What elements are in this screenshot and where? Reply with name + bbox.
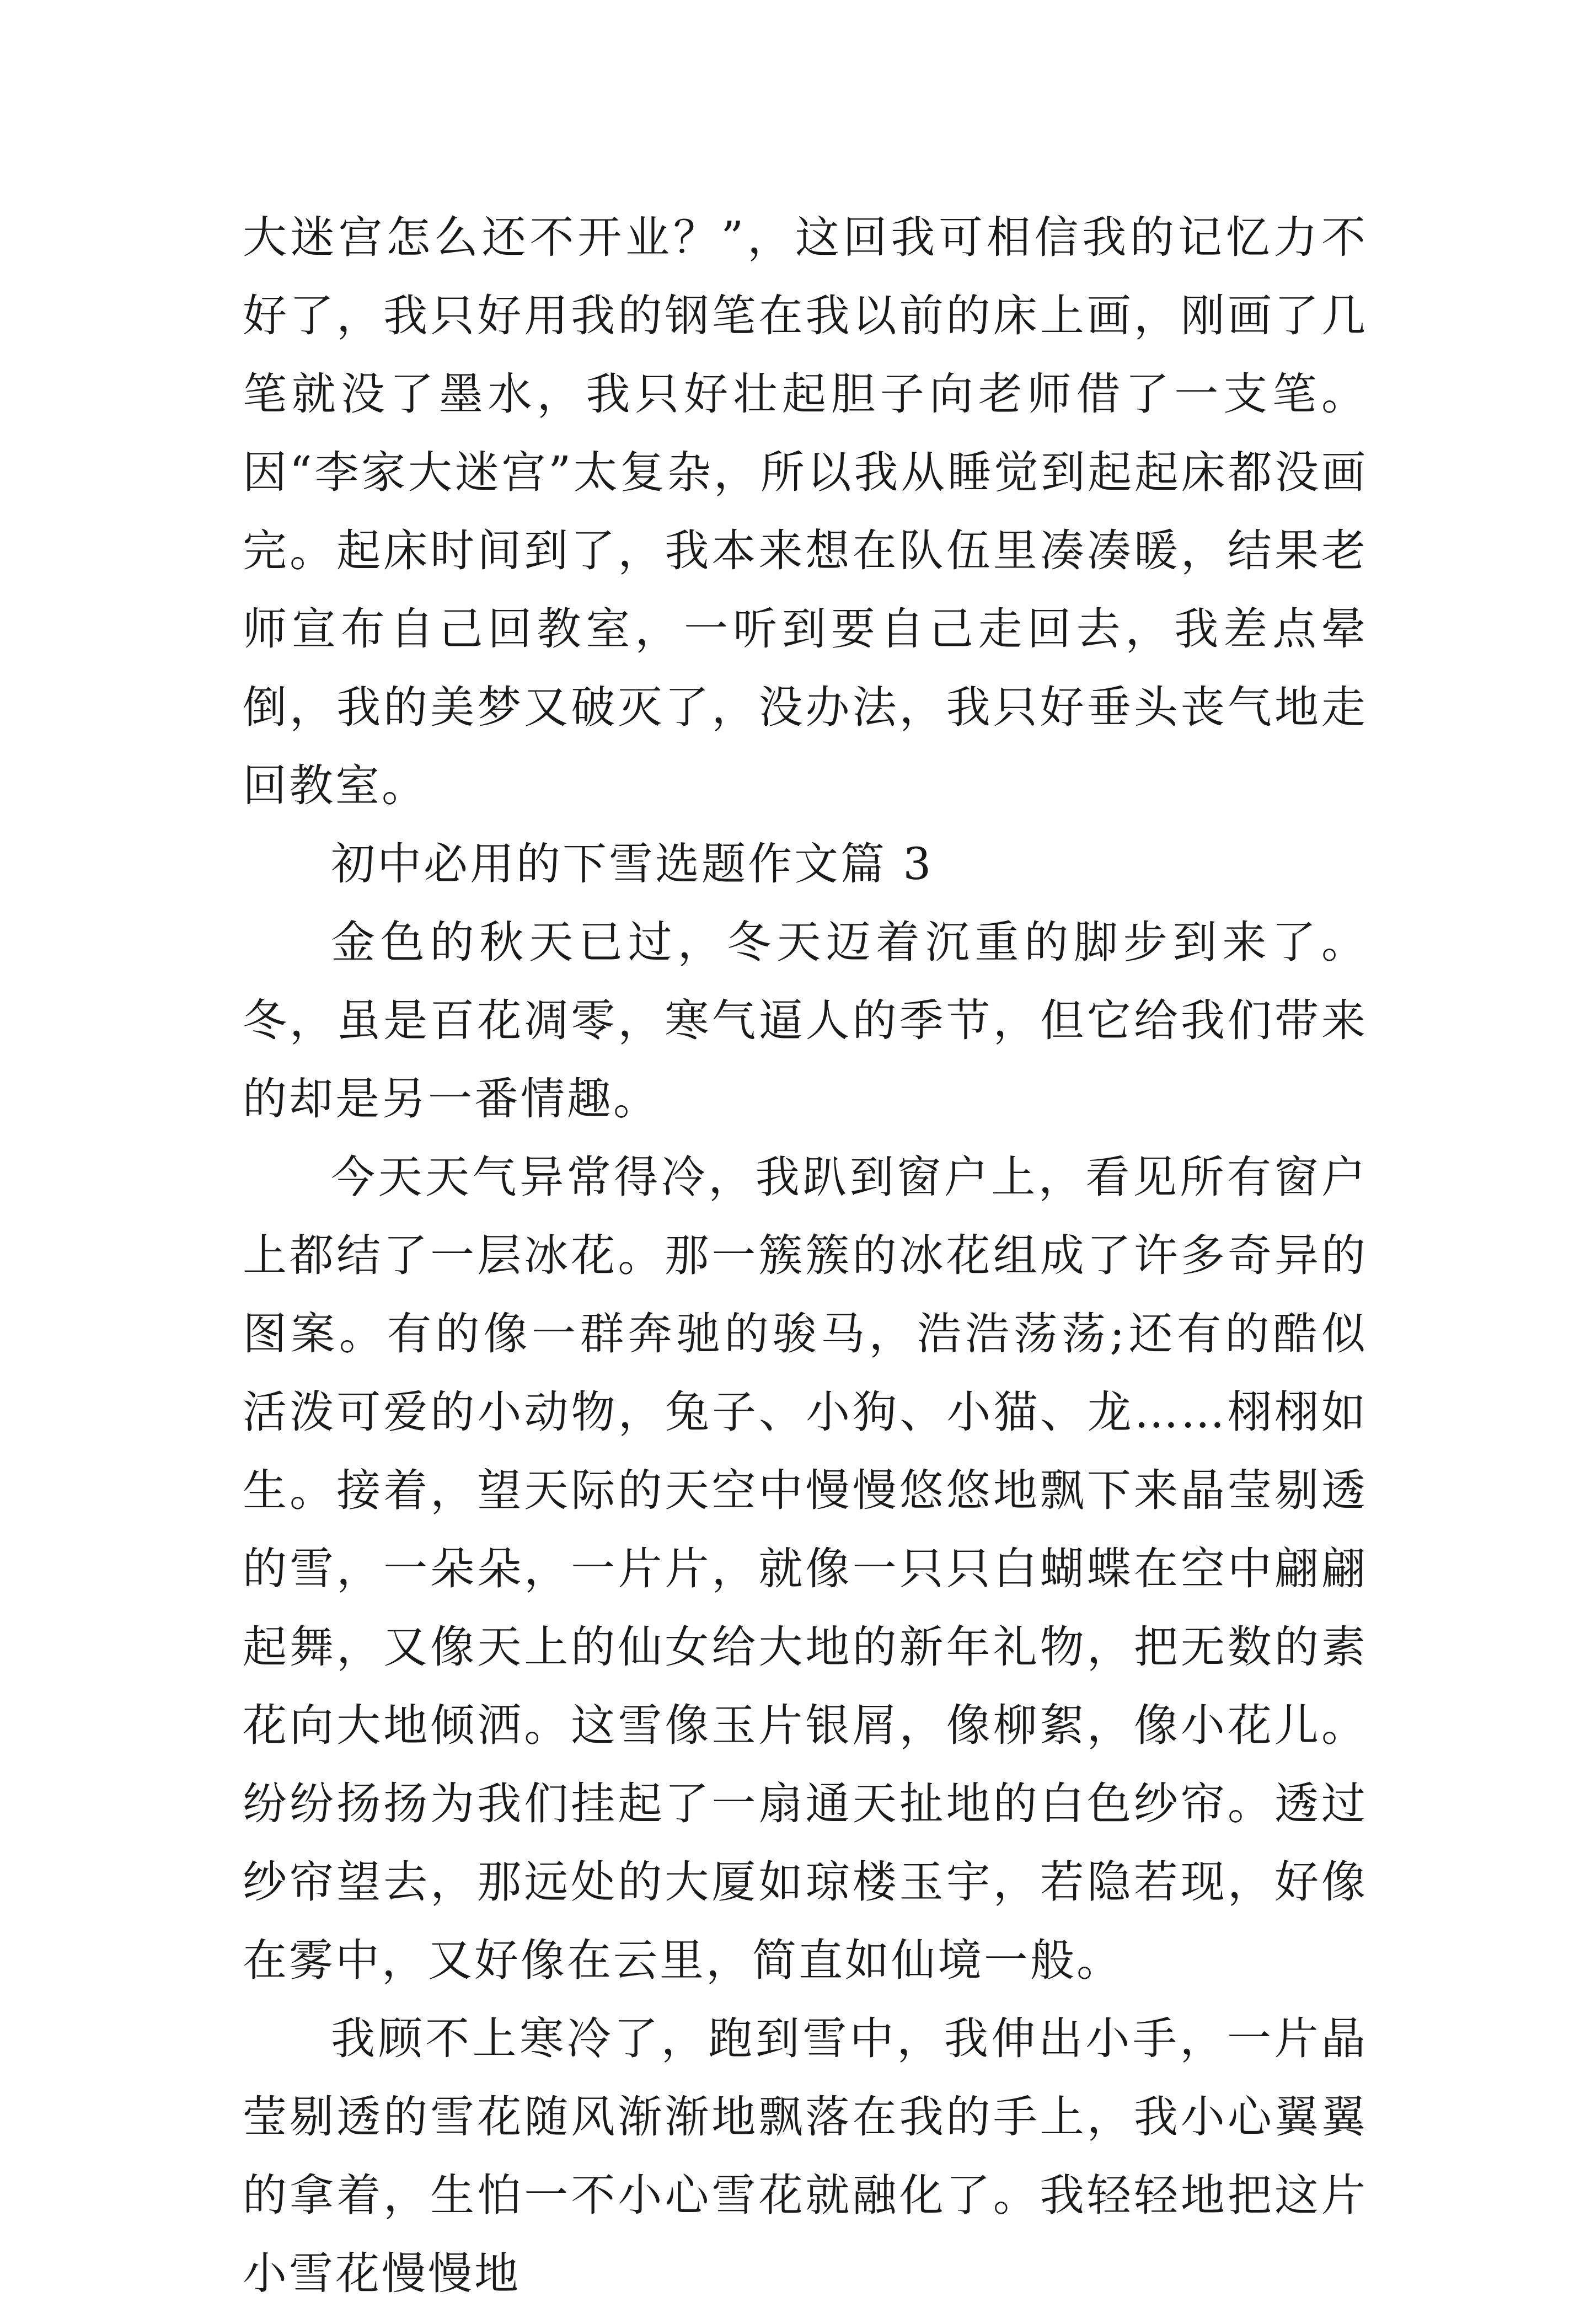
section-heading: 初中必用的下雪选题作文篇 3: [331, 838, 934, 890]
paragraph-autumn: 金色的秋天已过，冬天迈着沉重的脚步到来了。冬，虽是百花凋零，寒气逼人的季节，但它给我们带来的却是另一番情趣。: [243, 917, 1368, 1125]
paragraph-catching-snow: 我顾不上寒冷了，跑到雪中，我伸出小手，一片晶莹剔透的雪花随风渐渐地飘落在我的手上，我小心翼翼的拿着，生怕一不小心雪花就融化了。我轻轻地把这片小雪花慢慢地: [243, 2013, 1368, 2299]
paragraph-continuation: 大迷宫怎么还不开业？”，这回我可相信我的记忆力不好了，我只好用我的钢笔在我以前的床上画，刚画了几笔就没了墨水，我只好壮起胆子向老师借了一支笔。因“李家大迷宫”太复杂，所以我从睡觉到起起床都没画完。起床时间到了，我本来想在队伍里凑凑暖，结果老师宣布自己回教室，一听到要自己走回去，我差点晕倒，我的美梦又破灭了，没办法，我只好垂头丧气地走回教室。: [243, 212, 1368, 811]
document-body: [243, 199, 1368, 2313]
paragraph-snowfall: 今天天气异常得冷，我趴到窗户上，看见所有窗户上都结了一层冰花。那一簇簇的冰花组成了许多奇异的图案。有的像一群奔驰的骏马，浩浩荡荡;还有的酷似活泼可爱的小动物，兔子、小狗、小猫、龙……栩栩如生。接着，望天际的天空中慢慢悠悠地飘下来晶莹剔透的雪，一朵朵，一片片，就像一只只白蝴蝶在空中翩翩起舞，又像天上的仙女给大地的新年礼物，把无数的素花向大地倾洒。这雪像玉片银屑，像柳絮，像小花儿。纷纷扬扬为我们挂起了一扇通天扯地的白色纱帘。透过纱帘望去，那远处的大厦如琼楼玉宇，若隐若现，好像在雾中，又好像在云里，简直如仙境一般。: [243, 1152, 1368, 1986]
